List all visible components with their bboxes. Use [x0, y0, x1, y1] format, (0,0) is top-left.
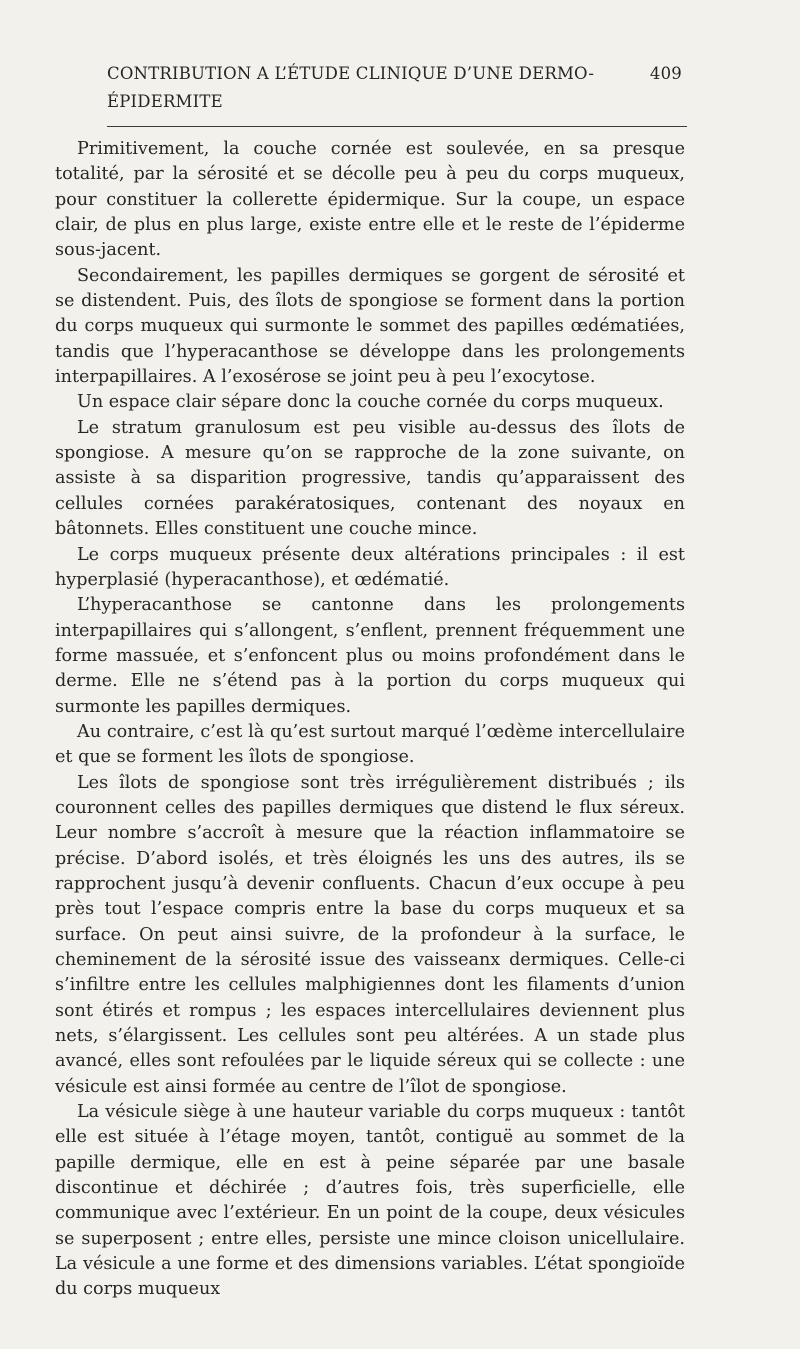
running-header	[55, 60, 685, 116]
header-rule	[107, 126, 687, 127]
book-page	[55, 60, 685, 1303]
paragraph-2: Secondairement, les papilles dermiques se gorgent de sérosité et se distendent. Puis, des îlots de spongiose se forment dans la portion du corps muqueux qui surmonte le sommet des papilles œdématiées, tandis que l’hyperacanthose se développe dans les prolongements interpapillaires. A l’exosérose se joint peu à peu l’exocytose.	[55, 265, 685, 388]
paragraph-9: La vésicule siège à une hauteur variable du corps muqueux : tantôt elle est située à l’étage moyen, tantôt, contiguë au sommet de la papille dermique, elle en est à peine séparée par une basale discontinue et déchirée ; d’autres fois, très superficielle, elle communique avec l’extérieur. En un point de la coupe, deux vésicules se superposent ; entre elles, persiste une mince cloison unicellulaire. La vésicule a une forme et des dimensions variables. L’état spongioïde du corps muqueux	[55, 1102, 685, 1300]
paragraph-1: Primitivement, la couche cornée est soulevée, en sa presque totalité, par la sérosité et se décolle peu à peu du corps muqueux, pour constituer la collerette épidermique. Sur la coupe, un espace clair, de plus en plus large, existe entre elle et le reste de l’épiderme sous-jacent.	[55, 139, 685, 261]
paragraph-5: Le corps muqueux présente deux altérations principales : il est hyperplasié (hyperacanthose), et œdématié.	[55, 544, 685, 590]
body-text	[55, 137, 685, 1303]
paragraph-8: Les îlots de spongiose sont très irrégulièrement distribués ; ils couronnent celles des papilles dermiques que distend le flux séreux. Leur nombre s’accroît à mesure que la réaction inflammatoire se précise. D’abord isolés, et très éloignés les uns des autres, ils se rapprochent jusqu’à devenir confluents. Chacun d’eux occupe à peu près tout l’espace compris entre la base du corps muqueux et sa surface. On peut ainsi suivre, de la profondeur à la surface, le cheminement de la sérosité issue des vaisseanx dermiques. Celle-ci s’infiltre entre les cellules malphigiennes dont les filaments d’union sont étirés et rompus ; les espaces intercellulaires deviennent plus nets, s’élargissent. Les cellules sont peu altérées. A un stade plus avancé, elles sont refoulées par le liquide séreux qui se collecte : une vésicule est ainsi formée au centre de l’îlot de spongiose.	[55, 772, 685, 1097]
paragraph-3: Un espace clair sépare donc la couche cornée du corps muqueux.	[77, 392, 664, 413]
running-title: CONTRIBUTION A L’ÉTUDE CLINIQUE D’UNE DERMO-ÉPIDERMITE	[107, 64, 595, 111]
paragraph-4: Le stratum granulosum est peu visible au-dessus des îlots de spongiose. A mesure qu’on se rapproche de la zone suivante, on assiste à sa disparition progressive, tandis qu’apparaissent des cellules cornées parakératosiques, contenant des noyaux en bâtonnets. Elles constituent une couche mince.	[55, 417, 685, 540]
paragraph-7: Au contraire, c’est là qu’est surtout marqué l’œdème intercellulaire et que se forment les îlots de spongiose.	[55, 721, 685, 768]
page-number: 409	[649, 64, 682, 83]
paragraph-6: L’hyperacanthose se cantonne dans les prolongements interpapillaires qui s’allongent, s’enflent, prennent fréquemment une forme massuée, et s’enfoncent plus ou moins profondément dans le derme. Elle ne s’étend pas à la portion du corps muqueux qui surmonte les papilles dermiques.	[55, 595, 685, 717]
